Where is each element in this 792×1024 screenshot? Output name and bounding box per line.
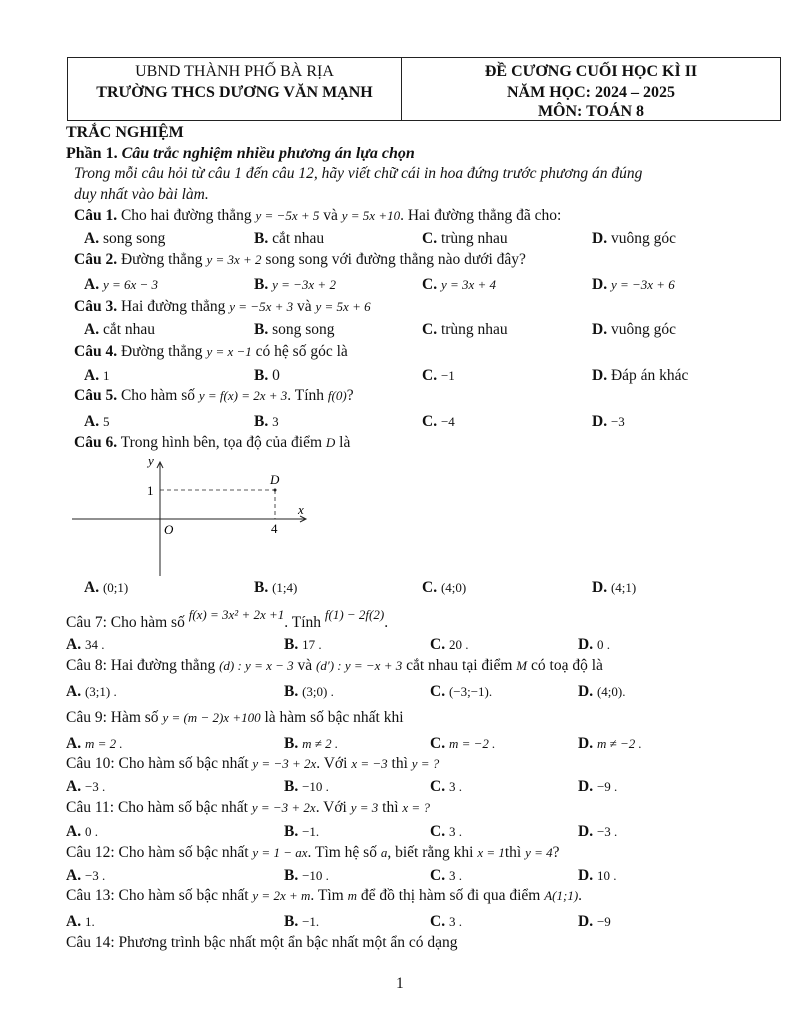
option-d: D. 0 .	[578, 636, 610, 653]
option-a: A. 0 .	[66, 823, 98, 840]
question-12: Câu 12: Cho hàm số bậc nhất y = 1 − ax. Tìm hệ số a, biết rằng khi x = 1thì y = 4?	[66, 844, 560, 861]
school-name: TRƯỜNG THCS DƯƠNG VĂN MẠNH	[96, 84, 373, 101]
question-5: Câu 5. Cho hàm số y = f(x) = 2x + 3. Tính f(0)?	[74, 387, 354, 404]
option-b: B. song song	[254, 321, 335, 338]
option-d: D. 10 .	[578, 867, 617, 884]
question-2: Câu 2. Đường thẳng y = 3x + 2 song song với đường thẳng nào dưới đây?	[74, 251, 526, 268]
section-title: TRẮC NGHIỆM	[66, 124, 184, 141]
math-expression: y = 3x + 2	[206, 252, 262, 267]
tick-x-label: 4	[271, 521, 278, 536]
instructions-line2: duy nhất vào bài làm.	[74, 186, 209, 203]
option-d: D. (4;1)	[592, 579, 637, 596]
option-d: D. −3 .	[578, 823, 618, 840]
part1-heading	[66, 145, 415, 163]
option-a: A. song song	[84, 230, 166, 247]
question-label: Câu 1.	[74, 207, 118, 224]
question-13: Câu 13: Cho hàm số bậc nhất y = 2x + m. Tìm m để đồ thị hàm số đi qua điểm A(1;1).	[66, 887, 583, 904]
option-a: A. y = 6x − 3	[84, 276, 159, 293]
option-b: B. −10 .	[284, 778, 329, 795]
tick-y-label: 1	[147, 483, 154, 498]
option-a: A. (0;1)	[84, 579, 129, 596]
header-left	[68, 58, 402, 120]
option-a: A. m = 2 .	[66, 735, 123, 752]
question-text: Cho hai đường thẳng	[120, 207, 252, 224]
option-b: B. −1.	[284, 913, 320, 930]
option-c: C. trùng nhau	[422, 230, 508, 247]
question-14: Câu 14: Phương trình bậc nhất một ẩn bậc nhất một ẩn có dạng	[66, 934, 458, 951]
question-6: Câu 6. Trong hình bên, tọa độ của điểm D là	[74, 434, 351, 451]
option-b: B. m ≠ 2 .	[284, 735, 339, 752]
option-d: D. Đáp án khác	[592, 367, 689, 384]
option-a: A. −3 .	[66, 778, 106, 795]
option-d: D. −9	[578, 913, 611, 930]
option-b: B. 17 .	[284, 636, 322, 653]
point-d	[274, 489, 277, 492]
question-1	[74, 207, 561, 225]
page-number: 1	[396, 975, 404, 992]
question-text: và	[323, 207, 338, 224]
option-d: D. y = −3x + 6	[592, 276, 675, 293]
option-c: C. 3 .	[430, 867, 462, 884]
option-a: A. 1	[84, 367, 110, 384]
option-c: C. −4	[422, 413, 455, 430]
question-3: Câu 3. Hai đường thẳng y = −5x + 3 và y = 5x + 6	[74, 298, 371, 315]
x-axis-label: x	[298, 502, 304, 517]
option-a: A. cắt nhau	[84, 321, 156, 338]
header-table	[67, 57, 781, 121]
option-a: A. (3;1) .	[66, 683, 117, 700]
option-b: B. 3	[254, 413, 279, 430]
math-expression: y = −5x + 5	[255, 208, 320, 223]
question-4: Câu 4. Đường thẳng y = x −1 có hệ số góc là	[74, 343, 348, 360]
option-c: C. m = −2 .	[430, 735, 496, 752]
math-expression: y = 5x +10	[341, 208, 401, 223]
option-d: D. (4;0).	[578, 683, 626, 700]
option-b: B. 0	[254, 367, 280, 384]
part1-title: Câu trắc nghiệm nhiều phương án lựa chọn	[121, 145, 415, 162]
option-a: A. −3 .	[66, 867, 106, 884]
question-text: . Hai đường thẳng đã cho:	[400, 207, 562, 224]
option-c: C. 20 .	[430, 636, 469, 653]
option-b: B. (1;4)	[254, 579, 298, 596]
option-d: D. vuông góc	[592, 230, 676, 247]
option-d: D. −9 .	[578, 778, 618, 795]
point-d-label: D	[270, 472, 280, 487]
option-d: D. −3	[592, 413, 625, 430]
y-axis-label: y	[148, 453, 154, 468]
option-b: B. (3;0) .	[284, 683, 334, 700]
option-c: C. y = 3x + 4	[422, 276, 497, 293]
school-year: NĂM HỌC: 2024 – 2025	[507, 84, 675, 101]
option-a: A. 1.	[66, 913, 95, 930]
question-7: Câu 7: Cho hàm số $^{f(x) = 3x^2 + 2x +1}$. Tính $^{f(1) - 2f(2)}$.	[66, 607, 389, 631]
option-b: B. −10 .	[284, 867, 329, 884]
option-c: C. (−3;−1).	[430, 683, 493, 700]
option-c: C. 3 .	[430, 778, 462, 795]
option-a: A. 5	[84, 413, 110, 430]
option-c: C. −1	[422, 367, 455, 384]
header-right	[402, 58, 780, 120]
option-b: B. −1.	[284, 823, 320, 840]
question-11: Câu 11: Cho hàm số bậc nhất y = −3 + 2x. Với y = 3 thì x = ?	[66, 799, 430, 816]
option-b: B. y = −3x + 2	[254, 276, 336, 293]
option-a: A. 34 .	[66, 636, 105, 653]
subject: MÔN: TOÁN 8	[537, 103, 645, 120]
question-8: Câu 8: Hai đường thẳng (d) : y = x − 3 và (d′) : y = −x + 3 cắt nhau tại điểm M có toạ độ là	[66, 657, 603, 674]
option-c: C. (4;0)	[422, 579, 467, 596]
option-c: C. trùng nhau	[422, 321, 508, 338]
option-c: C. 3 .	[430, 823, 462, 840]
option-c: C. 3 .	[430, 913, 462, 930]
option-d: D. m ≠ −2 .	[578, 735, 642, 752]
document-title: ĐỀ CƯƠNG CUỐI HỌC KÌ II	[484, 63, 698, 80]
origin-label: O	[164, 522, 174, 537]
coordinate-graph	[70, 452, 310, 576]
department-name: UBND THÀNH PHỐ BÀ RỊA	[135, 63, 334, 80]
option-d: D. vuông góc	[592, 321, 676, 338]
part1-label: Phần 1.	[66, 145, 118, 162]
question-9: Câu 9: Hàm số y = (m − 2)x +100 là hàm số bậc nhất khi	[66, 709, 404, 726]
instructions-line1: Trong mỗi câu hỏi từ câu 1 đến câu 12, hãy viết chữ cái in hoa đứng trước phương án đúng	[74, 165, 643, 182]
option-b: B. cắt nhau	[254, 230, 325, 247]
question-10: Câu 10: Cho hàm số bậc nhất y = −3 + 2x. Với x = −3 thì y = ?	[66, 755, 440, 772]
